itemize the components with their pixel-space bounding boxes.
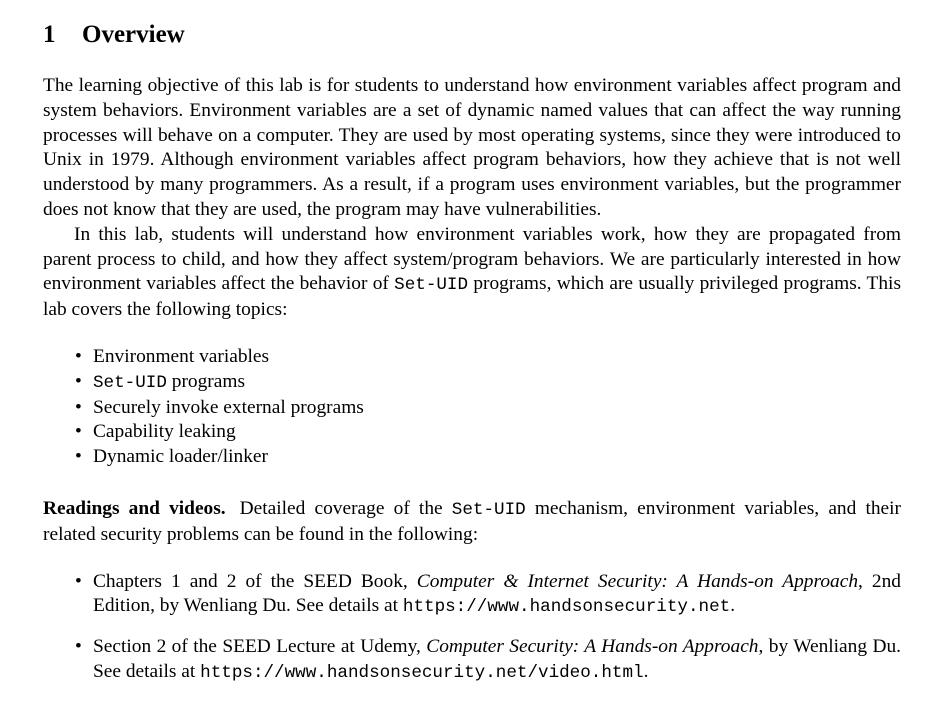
reading-text: , by Wenliang Du. See details at (93, 636, 901, 682)
bullet-icon: • (75, 636, 82, 658)
list-item (43, 370, 901, 396)
readings-text-before: Detailed coverage of the (239, 497, 452, 519)
paragraph2-text-after: programs, which are usually privileged programs. This lab covers the following topics: (43, 273, 901, 321)
topic-text: Securely invoke external programs (93, 396, 364, 418)
reading-text: Chapters 1 and 2 of the SEED Book, (93, 570, 417, 592)
topic-text: Capability leaking (93, 421, 236, 443)
overview-paragraph-1: The learning objective of this lab is for students to understand how environment variables affect program and system behaviors. Environment variables are a set of dynamic named values that can affect the way running processes will behave on a computer. They are used by most operating systems, since they were introduced to Unix in 1979. Although environment variables affect program behaviors, how they achieve that is not well understood by many programmers. As a result, if a program uses environment variables, but the programmer does not know that they are used, the program may have vulnerabilities. (43, 75, 901, 220)
section-heading (43, 18, 901, 52)
reading-punct: . (643, 660, 649, 682)
topic-text: programs (166, 370, 245, 392)
reading-text: , 2nd Edition, by Wenliang Du. See details at (93, 570, 901, 617)
section-number: 1 (43, 21, 56, 48)
reading-text: Section 2 of the SEED Lecture at Udemy, (93, 636, 427, 658)
paragraph2-text-before: In this lab, students will understand how environment variables work, how they are propagated from parent process to child, and how they affect system/program behaviors. We are particularly interested in how environment variables affect the behavior of (43, 223, 901, 295)
bullet-icon: • (75, 446, 82, 468)
readings-text-after: mechanism, environment variables, and their related security problems can be found in the following: (43, 497, 902, 545)
set-uid-code: Set-UID (394, 275, 469, 296)
book-link[interactable]: https://www.handsonsecurity.net (402, 597, 731, 618)
reading-punct: . (730, 595, 736, 617)
readings-paragraph (43, 497, 901, 548)
topic-text: Dynamic loader/linker (93, 446, 268, 468)
list-item (43, 445, 901, 470)
readings-code: Set-UID (451, 499, 526, 520)
list-item (43, 420, 901, 445)
readings-heading: Readings and videos. (43, 497, 226, 519)
section-title: Overview (82, 21, 185, 48)
topic-text: Environment variables (93, 345, 270, 367)
overview-paragraph-2 (43, 223, 901, 323)
readings-list (43, 570, 901, 686)
video-link[interactable]: https://www.handsonsecurity.net/video.html (200, 662, 644, 683)
list-item (43, 570, 901, 621)
lecture-title: Computer Security: A Hands-on Approach (426, 636, 759, 658)
topic-code: Set-UID (93, 372, 167, 393)
list-item (43, 635, 901, 686)
bullet-icon: • (75, 570, 82, 592)
book-title: Computer & Internet Security: A Hands-on Approach (416, 570, 859, 592)
bullet-icon: • (75, 345, 82, 367)
topics-list (43, 345, 901, 470)
bullet-icon: • (75, 370, 82, 392)
bullet-icon: • (75, 421, 82, 443)
list-item (43, 345, 901, 370)
bullet-icon: • (75, 396, 82, 418)
document-page (43, 18, 901, 701)
list-item (43, 396, 901, 421)
